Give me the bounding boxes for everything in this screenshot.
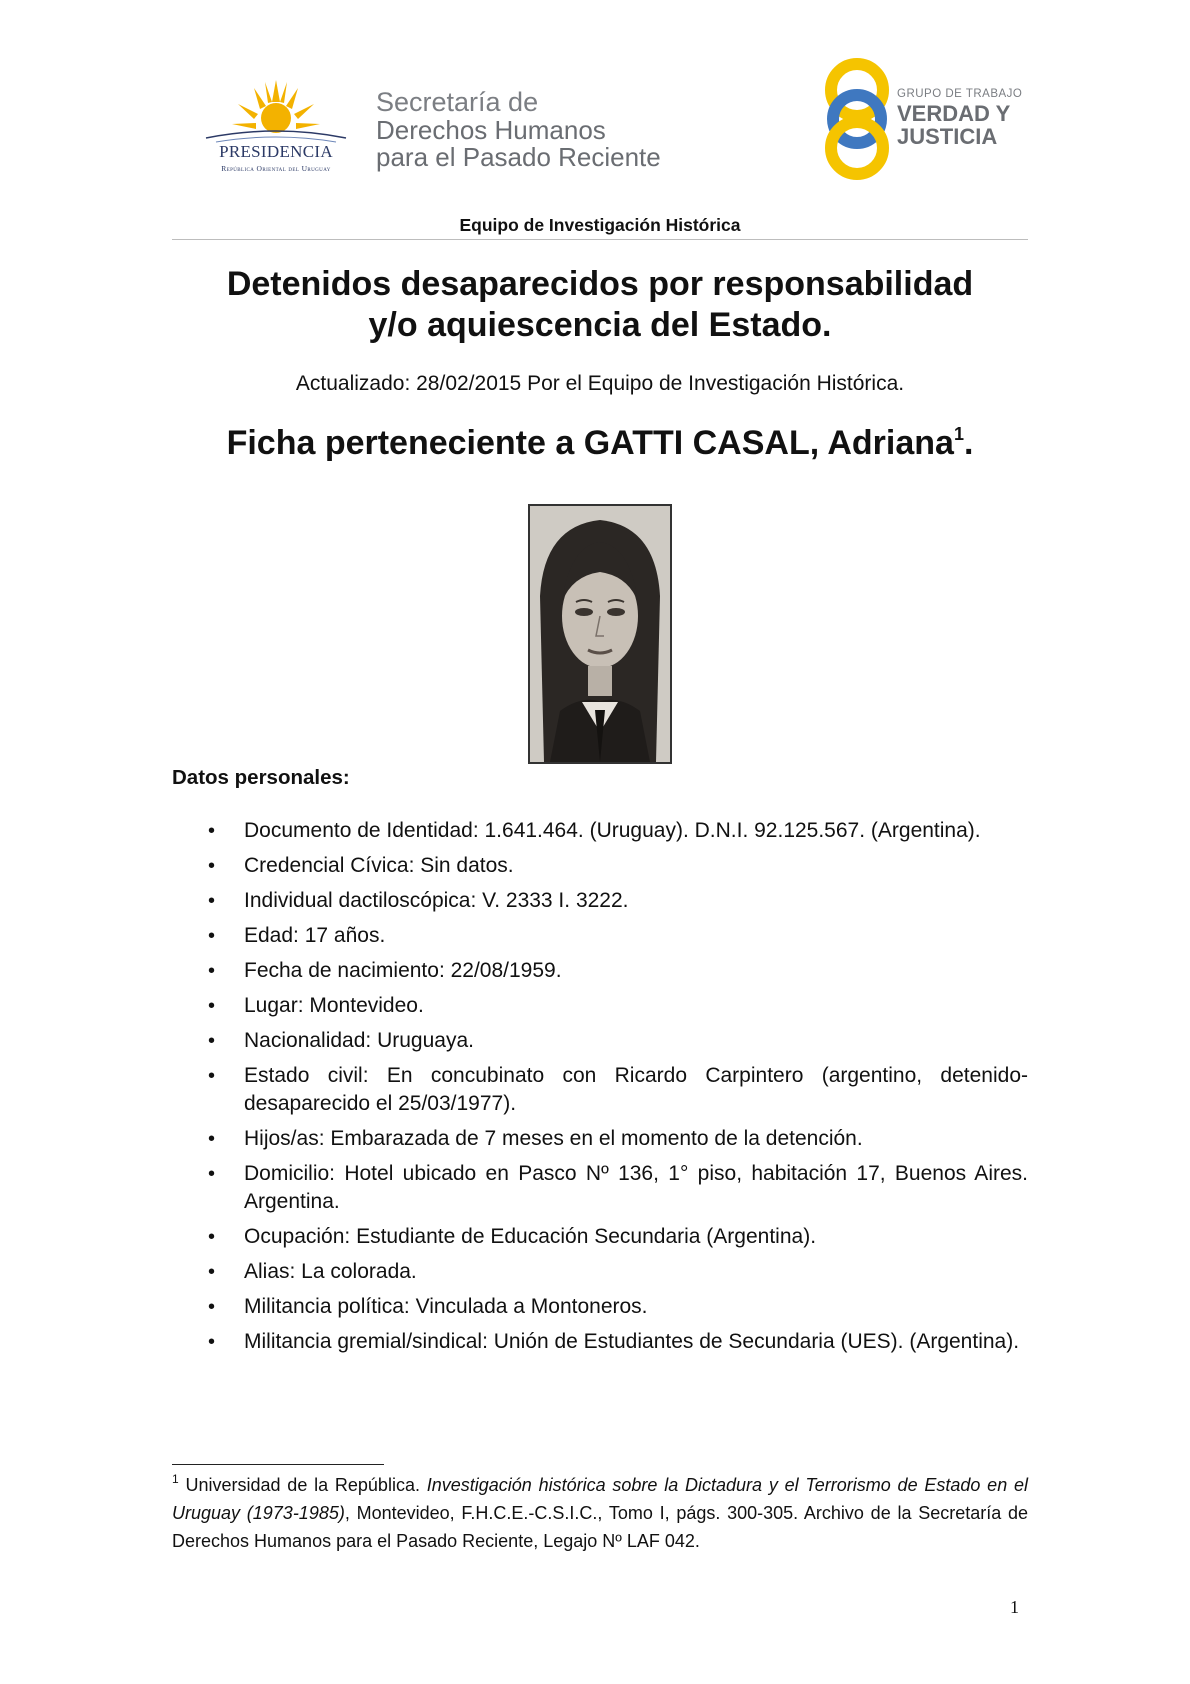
list-item [172, 1062, 1028, 1118]
presidencia-title: PRESIDENCIA [219, 142, 333, 161]
bullet-icon: • [208, 1261, 216, 1283]
personal-data-list [172, 817, 1028, 1363]
list-item-text: Militancia gremial/sindical: Unión de Estudiantes de Secundaria (UES). (Argentina). [244, 1330, 1020, 1353]
ficha-heading [150, 424, 1050, 463]
header-divider [172, 239, 1028, 240]
list-item-text: Militancia política: Vinculada a Montoneros. [244, 1295, 648, 1318]
list-item [172, 957, 1028, 985]
list-item [172, 817, 1028, 845]
list-item-text: Credencial Cívica: Sin datos. [244, 854, 514, 877]
bullet-icon: • [208, 925, 216, 947]
list-item [172, 1223, 1028, 1251]
footnote-part2: , Montevideo, F.H.C.E.-C.S.I.C., Tomo I, págs. 300-305. Archivo de la Secretaría de Derechos Humanos para el Pasado Reciente, Legajo Nº LAF 042. [172, 1503, 1028, 1551]
list-item-text: Alias: La colorada. [244, 1260, 417, 1283]
title-line1: Detenidos desaparecidos por responsabilidad [226, 265, 974, 303]
bullet-icon: • [208, 1296, 216, 1318]
bullet-icon: • [208, 1226, 216, 1248]
list-item-text: Individual dactiloscópica: V. 2333 I. 3222. [244, 889, 629, 912]
list-item-text: Estado civil: En concubinato con Ricardo Carpintero (argentino, detenido-desaparecido el 25/03/1977). [244, 1064, 1028, 1115]
grupo-line1: VERDAD Y [897, 101, 1011, 126]
ficha-text: Ficha perteneciente a GATTI CASAL, Adriana [226, 424, 954, 462]
footnote-number: 1 [172, 1472, 179, 1486]
verdad-justicia-logo [822, 56, 1022, 182]
grupo-small-label: GRUPO DE TRABAJO [897, 88, 1023, 100]
footnote-italic: Investigación histórica sobre la Dictadura y el Terrorismo de Estado en el Uruguay (1973-1985) [172, 1475, 1029, 1523]
list-item [172, 887, 1028, 915]
secretaria-line2: Derechos Humanos [376, 115, 606, 145]
list-item-text: Documento de Identidad: 1.641.464. (Uruguay). D.N.I. 92.125.567. (Argentina). [244, 819, 981, 842]
footnote-ref: 1 [953, 424, 964, 444]
title-line2: y/o aquiescencia del Estado. [368, 306, 832, 344]
list-item-text: Nacionalidad: Uruguaya. [244, 1029, 474, 1052]
bullet-icon: • [208, 1331, 216, 1353]
list-item-text: Hijos/as: Embarazada de 7 meses en el momento de la detención. [244, 1127, 863, 1150]
bullet-icon: • [208, 890, 216, 912]
bullet-icon: • [208, 960, 216, 982]
bullet-icon: • [208, 855, 216, 877]
list-item [172, 1258, 1028, 1286]
list-item [172, 1328, 1028, 1356]
sun-emblem-icon [196, 80, 356, 144]
list-item [172, 1160, 1028, 1216]
page-number: 1 [1010, 1597, 1019, 1617]
list-item [172, 1027, 1028, 1055]
secretaria-line1: Secretaría de [376, 87, 539, 117]
grupo-line2: JUSTICIA [897, 124, 998, 149]
footnote-part1: Universidad de la República. [178, 1475, 427, 1495]
list-item [172, 1125, 1028, 1153]
list-item [172, 922, 1028, 950]
bullet-icon: • [208, 1065, 216, 1087]
list-item [172, 1293, 1028, 1321]
portrait-image [530, 506, 670, 762]
footnote-divider [172, 1464, 384, 1465]
list-item-text: Lugar: Montevideo. [244, 994, 424, 1017]
bullet-icon: • [208, 1128, 216, 1150]
rings-emblem-icon [822, 56, 892, 182]
list-item [172, 852, 1028, 880]
team-heading: Equipo de Investigación Histórica [459, 215, 741, 235]
secretaria-logo [376, 88, 661, 171]
ficha-period: . [963, 424, 974, 462]
presidencia-logo [196, 80, 356, 180]
presidencia-subtitle: República Oriental del Uruguay [221, 164, 331, 173]
bullet-icon: • [208, 820, 216, 842]
list-item-text: Fecha de nacimiento: 22/08/1959. [244, 959, 562, 982]
updated-line: Actualizado: 28/02/2015 Por el Equipo de Investigación Histórica. [295, 372, 905, 395]
list-item-text: Ocupación: Estudiante de Educación Secundaria (Argentina). [244, 1225, 817, 1248]
portrait-photo [528, 504, 672, 764]
list-item [172, 992, 1028, 1020]
list-item-text: Edad: 17 años. [244, 924, 386, 947]
section-heading: Datos personales: [172, 766, 350, 789]
footnote [172, 1471, 1028, 1555]
secretaria-line3: para el Pasado Reciente [376, 142, 661, 172]
bullet-icon: • [208, 1030, 216, 1052]
document-title [150, 264, 1050, 346]
bullet-icon: • [208, 1163, 216, 1185]
list-item-text: Domicilio: Hotel ubicado en Pasco Nº 136, 1° piso, habitación 17, Buenos Aires. Argentina. [244, 1162, 1028, 1213]
bullet-icon: • [208, 995, 216, 1017]
